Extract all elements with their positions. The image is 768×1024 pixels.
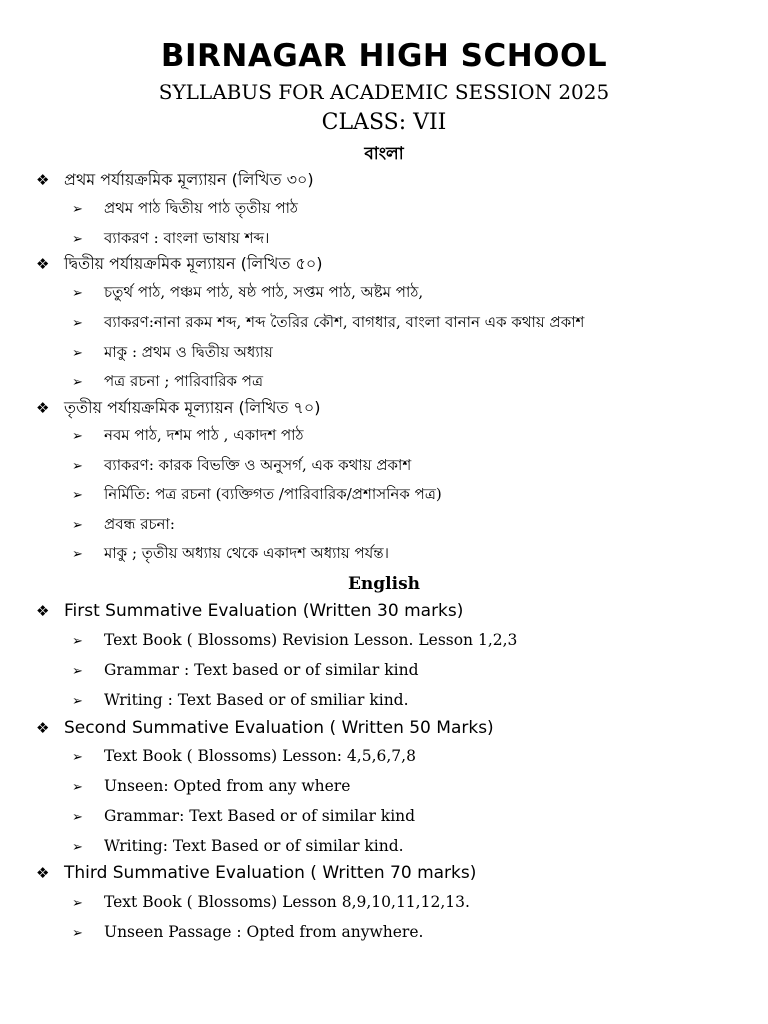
arrow-bullet-icon: ➢: [72, 286, 83, 301]
arrow-bullet-icon: ➢: [72, 896, 83, 911]
section-title: ❖ দ্বিতীয় পর্যায়ক্রমিক মূল্যায়ন (লিখিত ৫০): [36, 252, 323, 276]
list-item: ➢ ব্যাকরণ: কারক বিভক্তি ও অনুসর্গ, এক কথায় প্রকাশ: [72, 453, 411, 479]
arrow-bullet-icon: ➢: [72, 840, 83, 855]
arrow-bullet-icon: ➢: [72, 202, 83, 217]
arrow-bullet-icon: ➢: [72, 547, 83, 562]
arrow-bullet-icon: ➢: [72, 459, 83, 474]
diamond-bullet-icon: ❖: [36, 171, 50, 189]
subject-heading-english: English: [347, 574, 421, 594]
arrow-bullet-icon: ➢: [72, 664, 83, 679]
list-item: ➢ Text Book ( Blossoms) Lesson 8,9,10,11,12,13.: [72, 890, 470, 916]
arrow-bullet-icon: ➢: [72, 780, 83, 795]
section-title: ❖ First Summative Evaluation (Written 30 marks): [36, 601, 464, 621]
list-item: ➢ প্রথম পাঠ দ্বিতীয় পাঠ তৃতীয় পাঠ: [72, 196, 298, 222]
list-item: ➢ Writing : Text Based or of smiliar kind.: [72, 688, 409, 714]
school-name: BIRNAGAR HIGH SCHOOL: [160, 38, 608, 74]
list-item: ➢ ব্যাকরণ:নানা রকম শব্দ, শব্দ তৈরির কৌশ, বাগধার, বাংলা বানান এক কথায় প্রকাশ: [72, 310, 584, 336]
arrow-bullet-icon: ➢: [72, 634, 83, 649]
diamond-bullet-icon: ❖: [36, 719, 50, 737]
list-item: ➢ নির্মিতি: পত্র রচনা (ব্যক্তিগত /পারিবারিক/প্রশাসনিক পত্র): [72, 482, 442, 508]
subject-heading-bengali: বাংলা: [364, 144, 404, 164]
arrow-bullet-icon: ➢: [72, 346, 83, 361]
diamond-bullet-icon: ❖: [36, 255, 50, 273]
list-item: ➢ মাকু : প্রথম ও দ্বিতীয় অধ্যায়: [72, 340, 273, 366]
list-item: ➢ প্রবন্ধ রচনা:: [72, 512, 175, 538]
arrow-bullet-icon: ➢: [72, 750, 83, 765]
list-item: ➢ ব্যাকরণ : বাংলা ভাষায় শব্দ।: [72, 226, 269, 252]
arrow-bullet-icon: ➢: [72, 694, 83, 709]
section-title: ❖ Second Summative Evaluation ( Written 50 Marks): [36, 718, 494, 738]
class-title: CLASS: VII: [321, 110, 447, 135]
list-item: ➢ মাকু ; তৃতীয় অধ্যায় থেকে একাদশ অধ্যায় পর্যন্ত।: [72, 541, 389, 567]
list-item: ➢ Unseen Passage : Opted from anywhere.: [72, 920, 423, 946]
section-title: ❖ Third Summative Evaluation ( Written 70 marks): [36, 863, 477, 883]
list-item: ➢ Grammar: Text Based or of similar kind: [72, 804, 415, 830]
list-item: ➢ Text Book ( Blossoms) Lesson: 4,5,6,7,8: [72, 744, 416, 770]
list-item: ➢ Grammar : Text based or of similar kind: [72, 658, 419, 684]
section-title: ❖ তৃতীয় পর্যায়ক্রমিক মূল্যায়ন (লিখিত ৭০): [36, 396, 320, 420]
list-item: ➢ Text Book ( Blossoms) Revision Lesson. Lesson 1,2,3: [72, 628, 517, 654]
section-title: ❖ প্রথম পর্যায়ক্রমিক মূল্যায়ন (লিখিত ৩০): [36, 168, 314, 192]
arrow-bullet-icon: ➢: [72, 429, 83, 444]
arrow-bullet-icon: ➢: [72, 488, 83, 503]
list-item: ➢ চতুর্থ পাঠ, পঞ্চম পাঠ, ষষ্ঠ পাঠ, সপ্তম পাঠ, অষ্টম পাঠ,: [72, 280, 423, 306]
list-item: ➢ পত্র রচনা ; পারিবারিক পত্র: [72, 369, 263, 395]
list-item: ➢ নবম পাঠ, দশম পাঠ , একাদশ পাঠ: [72, 423, 304, 449]
arrow-bullet-icon: ➢: [72, 375, 83, 390]
arrow-bullet-icon: ➢: [72, 926, 83, 941]
arrow-bullet-icon: ➢: [72, 810, 83, 825]
arrow-bullet-icon: ➢: [72, 518, 83, 533]
session-title: SYLLABUS FOR ACADEMIC SESSION 2025: [158, 80, 610, 104]
diamond-bullet-icon: ❖: [36, 602, 50, 620]
arrow-bullet-icon: ➢: [72, 316, 83, 331]
diamond-bullet-icon: ❖: [36, 399, 50, 417]
diamond-bullet-icon: ❖: [36, 864, 50, 882]
list-item: ➢ Unseen: Opted from any where: [72, 774, 350, 800]
list-item: ➢ Writing: Text Based or of similar kind.: [72, 834, 404, 860]
arrow-bullet-icon: ➢: [72, 232, 83, 247]
